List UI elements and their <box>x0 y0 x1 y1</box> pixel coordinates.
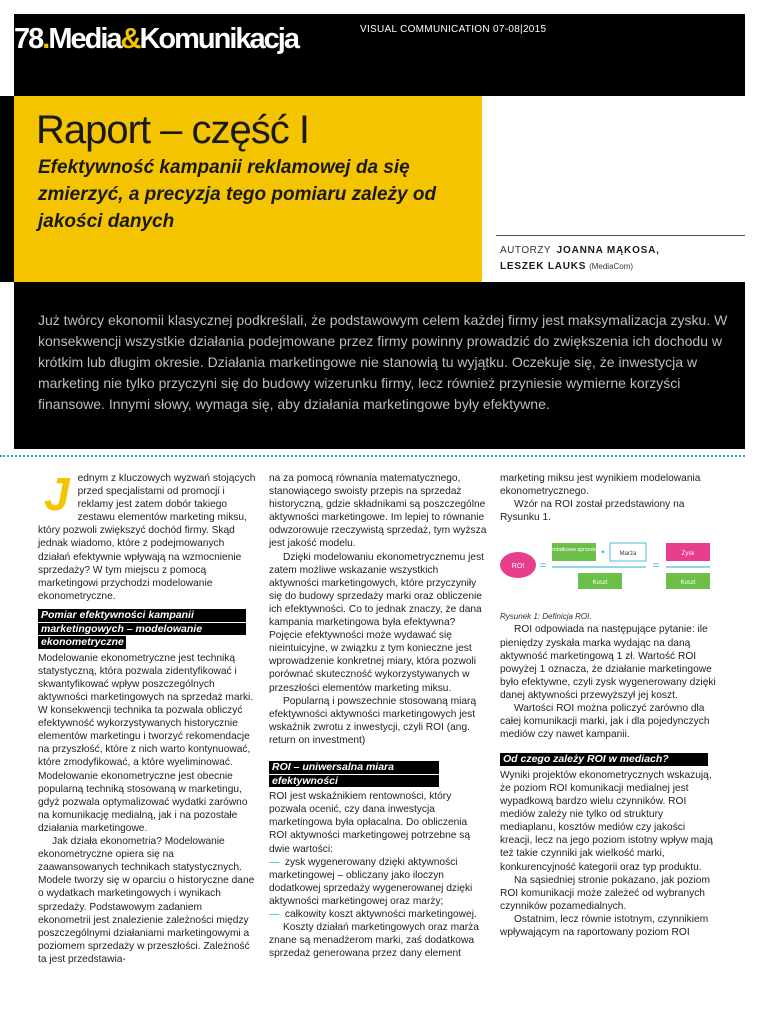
section-heading-modelowanie <box>38 609 246 649</box>
separator-dot: . <box>42 23 49 55</box>
bullet-dash: — <box>269 909 280 920</box>
paragraph: Modelowanie ekonometryczne jest techniką statystyczną, która pozwala zidentyfikować i skwantyfikować wpływ poszczególnych aktywności marketingowych na sprzedaż marki. W konsekwencji technika ta pozwala obliczyć efektywność wykorzystywanych historycznie elementów marketingu i tworzyć rekomendacje na przyszłość, które z nich warto kontynuować, które zmodyfikować, a które wyeliminować. Modelowanie ekonometryczne jest obecnie popularną techniką stosowaną w marketingu, gdyż pozwala optymalizować wydatki zarówno na komunikację medialną, jak i na pozostałe działania marketingowe. <box>38 652 254 834</box>
section-heading-roi-media <box>500 753 708 766</box>
bullet-dash: — <box>269 856 280 868</box>
paragraph: Ostatnim, lecz równie istotnym, czynnikiem wpływającym na raportowany poziom ROI <box>500 913 709 939</box>
cost-label-2: Koszt <box>680 580 696 587</box>
paragraph: Koszty działań marketingowych oraz marża znane są menadżerom marki, zaś dodatkowa sprzedaż generowana przez dany element <box>269 922 479 960</box>
profit-label: Zysk <box>681 551 695 558</box>
lead-paragraph: Już twórcy ekonomii klasycznej podkreślali, że podstawowym celem każdej firmy jest maksymalizacja zysku. W konsekwencji wszystkie działania podejmowane przez firmy powinny prowadzić do zwiększenia ich dochodu w krótkim lub długim okresie. Działania marketingowe nie stanowią tu wyjątku. Oczekuje się, że inwestycja w marketing nie tylko przyczyni się do budowy wizerunku firmy, lecz również przyniesie wymierne korzyści finansowe. Innymi słowy, wymaga się, aby działania marketingowe były efektywne. <box>38 312 728 412</box>
section-heading-roi <box>269 761 477 787</box>
margin-label: Marża <box>619 551 637 558</box>
authors-block <box>500 243 745 275</box>
paragraph: Wzór na ROI został przedstawiony na Rysunku 1. <box>500 499 685 524</box>
column-3 <box>500 472 718 939</box>
equals-sign-1: = <box>539 560 547 573</box>
heading-line: ekonometryczne <box>38 636 126 649</box>
paragraph: ROI odpowiada na następujące pytanie: ile pieniędzy zyskała marka wydając na daną aktywność marketingową 1 zł. Wartość ROI powyżej 1 oznacza, że działanie marketingowe było efektywne, czyli zysk wygenerowany dzięki danej aktywności przewyższył jej koszt. <box>500 624 716 701</box>
heading-line: Od czego zależy ROI w mediach? <box>500 753 708 766</box>
paragraph: Na sąsiedniej stronie pokazano, jak poziom ROI komunikacji może zależeć od wybranych czynników pozamedialnych. <box>500 874 710 912</box>
multiply-dot: • <box>601 547 605 558</box>
article-subtitle: Efektywność kampanii reklamowej da się zmierzyć, a precyzja tego pomiaru zależy od jakości danych <box>38 157 437 232</box>
lead-box <box>14 282 745 449</box>
masthead <box>14 14 298 54</box>
authors-divider <box>496 235 745 236</box>
section-name-media: Media <box>48 23 121 55</box>
intro-text: ednym z kluczowych wyzwań stojących przed specjalistami od promocji i reklamy jest zatem dobór takiego zestawu elementów marketing miksu, który pozwoli zwiększyć dochód firmy. Skąd jednak wiadomo, które z podejmowanych działań efektywnie wpływają na wzmocnienie sprzedaży? W tym miejscu z pomocą marketingowi przychodzi modelowanie ekonometryczne. <box>38 473 256 602</box>
dotted-divider <box>0 455 745 457</box>
heading-line: Pomiar efektywności kampanii <box>38 609 246 622</box>
intro-paragraph <box>38 468 256 603</box>
roi-label: ROI <box>511 563 525 571</box>
title-box <box>14 96 482 282</box>
left-black-strip <box>0 96 14 282</box>
bullet-item: — zysk wygenerowany dzięki aktywności marketingowej – obliczany jako iloczyn dodatkowej sprzedaży wygenerowanej dzięki aktywności marketingowej oraz marży; <box>269 856 473 907</box>
masthead-bar <box>14 14 745 96</box>
additional-sales-label: Dodatkowa sprzedaż <box>548 547 600 554</box>
paragraph: Popularną i powszechnie stosowaną miarą efektywności aktywności marketingowych jest wskaźnik zwrotu z inwestycji, czyli ROI (ang. return on investment) <box>269 695 477 746</box>
figure-caption: Rysunek 1: Definicja ROI. <box>500 612 592 622</box>
bullet-item: — całkowity koszt aktywności marketingowej. <box>269 909 477 920</box>
author-affiliation: (MediaCom) <box>589 262 634 271</box>
roi-figure <box>500 538 718 600</box>
paragraph: Dzięki modelowaniu ekonometrycznemu jest zatem możliwe wskazanie wszystkich aktywności marketingowych, które przyczyniły się do budowy sprzedaży marki oraz obliczenie ich efektywności. Co to jednak znaczy, że dana kampania marketingowa była efektywna? Pojęcie efektywności może wydawać się nieintuicyjne, w związku z tym konieczne jest wprowadzenie konkretnej miary, która pozwoli porównać skuteczność wykorzystywanych w przeszłości elementów marketing miksu. <box>269 551 485 694</box>
equals-sign-2: = <box>652 560 660 573</box>
heading-line: efektywności <box>269 775 439 788</box>
paragraph: marketing miksu jest wynikiem modelowania ekonometrycznego. <box>500 473 701 498</box>
heading-line: marketingowych – modelowanie <box>38 623 246 636</box>
paragraph: Wyniki projektów ekonometrycznych wskazują, że poziom ROI komunikacji medialnej jest wypadkową bardzo wielu czynników. ROI mediów zależy nie tylko od struktury mediaplanu, kosztów mediów czy jakości kreacji, lecz na jego poziom istotny wpływ mają też takie czynniki jak wielkość marki, konkurencyjność kategorii oraz typ produktu. <box>500 769 713 873</box>
paragraph: ROI jest wskaźnikiem rentowności, który pozwala ocenić, czy dana inwestycja marketingowa była opłacalna. Do obliczenia ROI aktywności marketingowej potrzebne są dwie wartości: <box>269 791 471 855</box>
page-number: 78 <box>14 23 43 55</box>
column-2 <box>269 472 487 960</box>
section-name-komunikacja: Komunikacja <box>139 23 298 55</box>
paragraph: Jak działa ekonometria? Modelowanie ekonometryczne opiera się na zaawansowanych technikach statystycznych. Modele tworzy się w oparciu o historyczne dane o wydatkach marketingowych i wynikach sprzedaży. Podstawowym zadaniem ekonometrii jest znalezienie zależności między poszczególnymi działaniami marketingowymi a poziomem sprzedaży w przeszłości. Zależność ta jest przedstawia- <box>38 836 255 965</box>
authors-label: AUTORZY <box>500 245 552 256</box>
roi-formula-diagram <box>500 538 718 600</box>
article-title: Raport – część I <box>36 108 310 152</box>
author-1: JOANNA MĄKOSA, <box>556 245 660 256</box>
paragraph: na za pomocą równania matematycznego, stanowiącego swoisty przepis na sprzedaż historyczną, gdzie składnikami są poszczególne aktywności marketingowe. Im lepiej to równanie odwzorowuje rzeczywistą sprzedaż, tym wyższa jest jakość modelu. <box>269 473 487 550</box>
column-1 <box>38 468 256 966</box>
cost-label-1: Koszt <box>592 580 608 587</box>
section-ampersand: & <box>120 23 140 55</box>
drop-cap: J <box>44 468 70 520</box>
heading-line: ROI – uniwersalna miara <box>269 761 439 774</box>
paragraph: Wartości ROI można policzyć zarówno dla całej komunikacji marki, jak i dla pojedynczych mediów czy nawet kampanii. <box>500 703 710 741</box>
issue-label: VISUAL COMMUNICATION 07-08|2015 <box>360 24 547 35</box>
author-2: LESZEK LAUKS <box>500 261 587 272</box>
